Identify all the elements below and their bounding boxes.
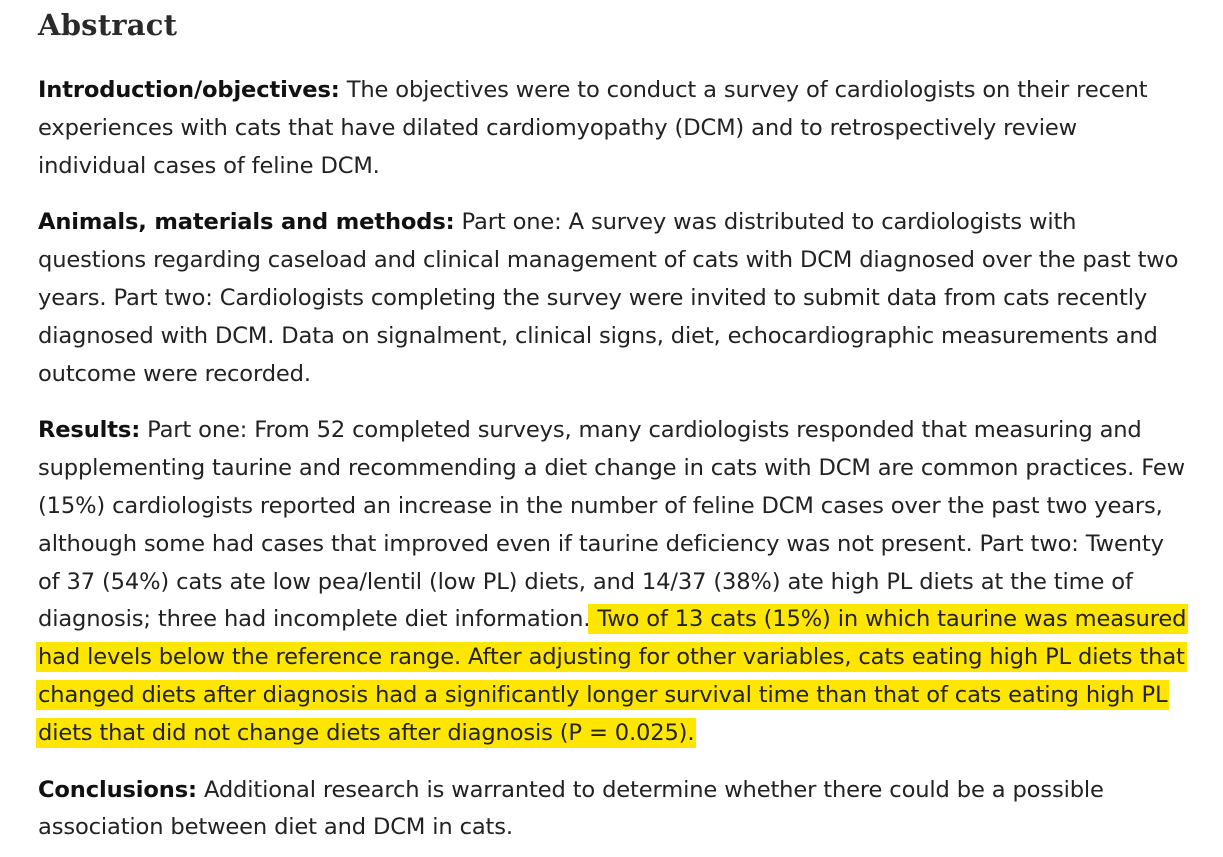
abstract-heading: Abstract <box>38 8 178 42</box>
methods-paragraph <box>38 204 1188 393</box>
methods-text: Part one: A survey was distributed to cardiologists with questions regarding caseload and clinical management of cats with DCM diagnosed over the past two years. Part two: Cardiologists completing the survey were invited to submit data from cats recently diagnosed with DCM. Data on signalment, clinical signs, diet, echocardiographic measurements and outcome were recorded. <box>38 209 1179 387</box>
results-text: Part one: From 52 completed surveys, many cardiologists responded that measuring and supplementing taurine and recommending a diet change in cats with DCM are common practices. Few (15%) cardiologists reported an increase in the number of feline DCM cases over the past two years, although some had cases that improved even if taurine deficiency was not present. Part two: Twenty of 37 (54%) cats ate low pea/lentil (low PL) diets, and 14/37 (38%) ate high PL diets at the time of diagnosis; three had incomplete diet information. <box>38 417 1185 633</box>
intro-text: The objectives were to conduct a survey of cardiologists on their recent experiences with cats that have dilated cardiomyopathy (DCM) and to retrospectively review individual cases of feline DCM. <box>38 77 1148 179</box>
results-highlighted-text: Two of 13 cats (15%) in which taurine was measured had levels below the reference range. After adjusting for other variables, cats eating high PL diets that changed diets after diagnosis had a significantly longer survival time than that of cats eating high PL diets that did not change diets after diagnosis (P = 0.025). <box>38 606 1187 746</box>
results-label: Results: <box>38 417 141 444</box>
conclusions-text: Additional research is warranted to determine whether there could be a possible association between diet and DCM in cats. <box>38 776 1104 841</box>
abstract-section <box>38 0 1188 847</box>
results-paragraph <box>38 412 1188 752</box>
conclusions-paragraph <box>38 772 1188 848</box>
intro-label: Introduction/objectives: <box>38 77 340 103</box>
intro-paragraph <box>38 72 1188 185</box>
conclusions-label: Conclusions: <box>38 776 197 803</box>
methods-label: Animals, materials and methods: <box>38 209 455 236</box>
